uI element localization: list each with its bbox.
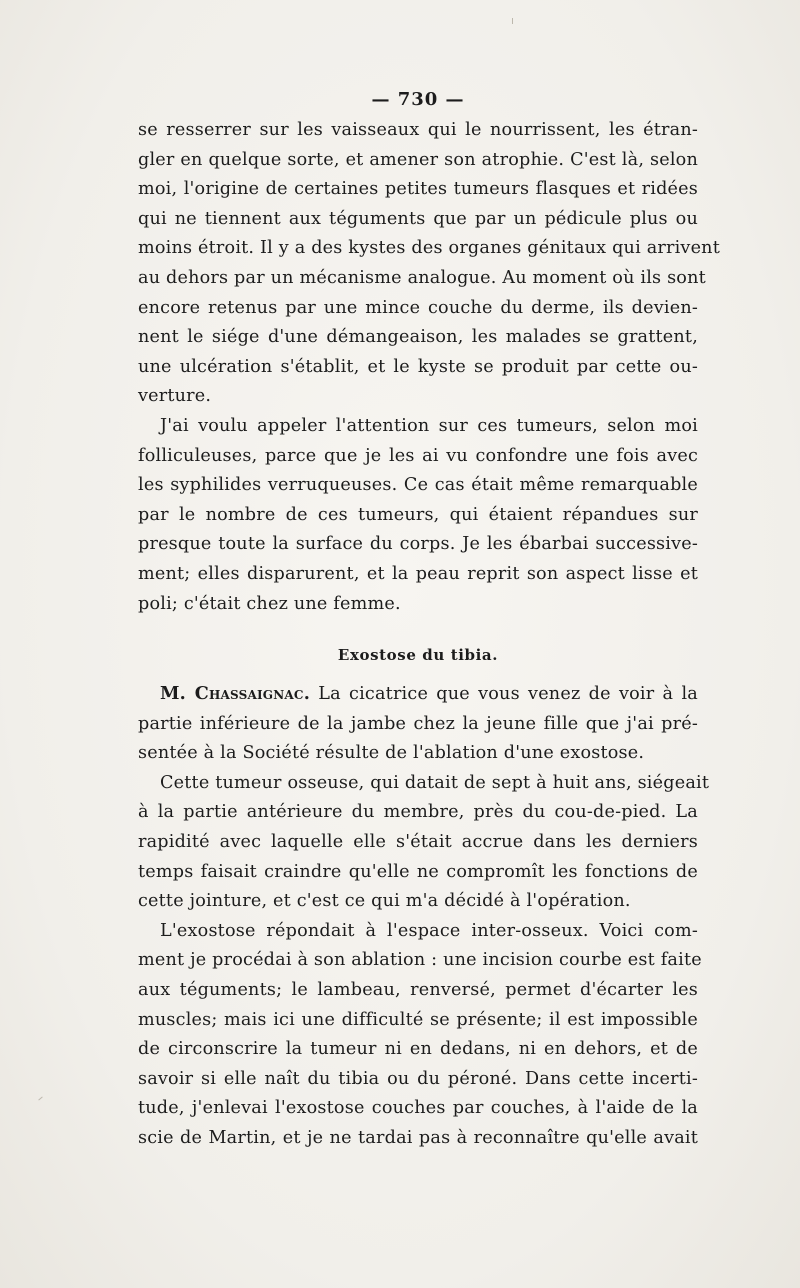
text-line: presque toute la surface du corps. Je les ébarbai successive-	[138, 534, 698, 555]
text-line: muscles; mais ici une difficulté se présente; il est impossible	[138, 1009, 698, 1030]
text-line: cette jointure, et c'est ce qui m'a décidé à l'opération.	[138, 891, 631, 912]
text-line: nent le siége d'une démangeaison, les malades se grattent,	[138, 327, 698, 348]
margin-mark	[38, 1097, 42, 1101]
text-line: au dehors par un mécanisme analogue. Au moment où ils sont	[138, 267, 706, 288]
text-line: temps faisait craindre qu'elle ne compromît les fonctions de	[138, 861, 698, 882]
text-line: les syphilides verruqueuses. Ce cas était même remarquable	[138, 475, 698, 496]
text-line: sentée à la Société résulte de l'ablation d'une exostose.	[138, 743, 645, 764]
text-line: moi, l'origine de certaines petites tumeurs flasques et ridées	[138, 179, 698, 200]
page-number: — 730 —	[371, 89, 465, 110]
text-line: aux téguments; le lambeau, renversé, permet d'écarter les	[138, 980, 698, 1001]
section-title: Exostose du tibia.	[337, 646, 499, 665]
text-line: J'ai voulu appeler l'attention sur ces tumeurs, selon moi	[160, 415, 698, 436]
margin-mark	[512, 18, 513, 24]
text-line: rapidité avec laquelle elle s'était accrue dans les derniers	[138, 832, 698, 853]
page-text	[138, 86, 720, 1154]
text-line: tude, j'enlevai l'exostose couches par couches, à l'aide de la	[138, 1098, 698, 1119]
paragraph	[138, 917, 702, 1154]
text-line: de circonscrire la tumeur ni en dedans, ni en dehors, et de	[138, 1039, 698, 1060]
text-line: partie inférieure de la jambe chez la jeune fille que j'ai pré-	[138, 713, 698, 734]
paragraph	[138, 116, 720, 412]
text-line: poli; c'était chez une femme.	[138, 593, 401, 614]
text-line: gler en quelque sorte, et amener son atrophie. C'est là, selon	[138, 149, 698, 170]
text-line: scie de Martin, et je ne tardai pas à reconnaître qu'elle avait	[138, 1128, 698, 1148]
text-line: se resserrer sur les vaisseaux qui le nourrissent, les étran-	[138, 120, 698, 140]
text-line: encore retenus par une mince couche du derme, ils devien-	[138, 297, 698, 318]
text-line: ment je procédai à son ablation : une incision courbe est faite	[138, 950, 702, 971]
text-line: folliculeuses, parce que je les ai vu confondre une fois avec	[138, 445, 698, 466]
text-line: une ulcération s'établit, et le kyste se produit par cette ou-	[138, 356, 698, 377]
text-line: verture.	[138, 386, 212, 407]
speaker-name: M. Chassaignac.	[160, 683, 311, 705]
text-line: à la partie antérieure du membre, près du cou-de-pied. La	[138, 802, 698, 823]
text-line: L'exostose répondait à l'espace inter-osseux. Voici com-	[160, 920, 698, 941]
text-line: Cette tumeur osseuse, qui datait de sept à huit ans, siégeait	[160, 772, 710, 793]
text-line: qui ne tiennent aux téguments que par un pédicule plus ou	[138, 208, 698, 229]
text-line-content: La cicatrice que vous venez de voir à la	[318, 684, 698, 705]
text-line: ment; elles disparurent, et la peau reprit son aspect lisse et	[138, 563, 698, 584]
text-line: savoir si elle naît du tibia ou du péroné. Dans cette incerti-	[138, 1068, 698, 1089]
paragraph	[138, 412, 698, 619]
text-line: moins étroit. Il y a des kystes des organes génitaux qui arrivent	[138, 238, 720, 259]
text-line: par le nombre de ces tumeurs, qui étaient répandues sur	[138, 504, 698, 525]
paragraph	[138, 769, 710, 917]
text-line	[138, 679, 698, 710]
paragraph	[138, 679, 698, 769]
